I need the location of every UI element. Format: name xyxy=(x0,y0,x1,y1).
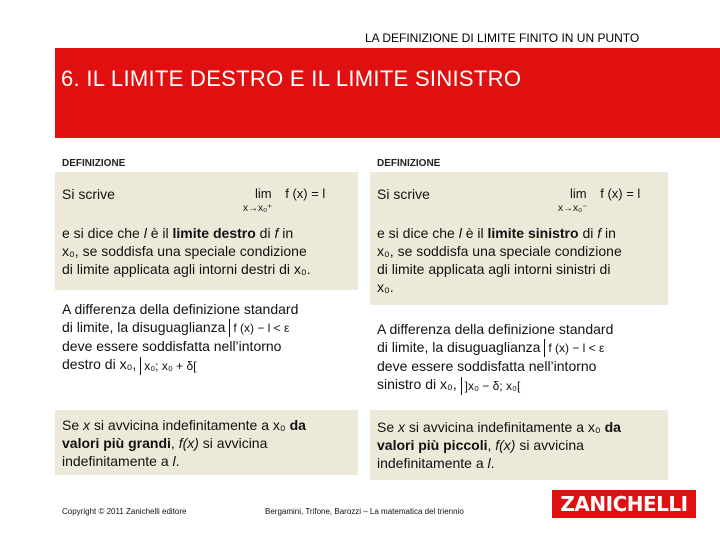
left-lim-expr: f (x) = l xyxy=(285,186,326,201)
right-limit-formula xyxy=(558,186,641,214)
right-write-text: Si scrive xyxy=(377,186,430,202)
right-interval: ]x₀ − δ; x₀[ xyxy=(461,377,524,395)
right-inequality: f (x) − l < ε xyxy=(544,339,607,357)
topic-bar xyxy=(55,28,720,48)
right-lim: lim xyxy=(570,186,587,201)
publisher-logo: ZANICHELLI xyxy=(552,490,696,518)
right-definition-label: DEFINIZIONE xyxy=(377,158,441,169)
right-lim-expr: f (x) = l xyxy=(600,186,641,201)
left-definition-label: DEFINIZIONE xyxy=(62,158,126,169)
left-interval: x₀; x₀ + δ[ xyxy=(140,357,199,375)
right-paragraph-1: e si dice che l è il limite sinistro di f in x₀, se soddisfa una speciale condizione di limite applicata agli intorni sinistri di x₀. xyxy=(377,225,622,295)
left-lim-under: x→x₀⁺ xyxy=(243,203,273,214)
right-lim-under: x→x₀⁻ xyxy=(558,203,588,214)
left-limit-formula xyxy=(243,186,326,214)
slide-title: 6. IL LIMITE DESTRO E IL LIMITE SINISTRO xyxy=(61,66,522,91)
left-paragraph-1: e si dice che l è il limite destro di f in x₀, se soddisfa una speciale condizione di limite applicata agli intorni destri di x₀. xyxy=(62,225,311,277)
right-paragraph-2: A differenza della definizione standard di limite, la disuguaglianza f (x) − l < ε deve essere soddisfatta nell’intorno sinistro di x₀, ]x₀ − δ; x₀[ xyxy=(377,321,614,393)
left-paragraph-2: A differenza della definizione standard di limite, la disuguaglianza f (x) − l < ε deve essere soddisfatta nell’intorno destro di x₀, x₀; x₀ + δ[ xyxy=(62,301,299,373)
title-banner xyxy=(55,48,720,138)
copyright-text: Copyright © 2011 Zanichelli editore xyxy=(62,507,187,516)
topic-title: LA DEFINIZIONE DI LIMITE FINITO IN UN PUNTO xyxy=(365,31,640,45)
authors-text: Bergamini, Trifone, Barozzi – La matematica del triennio xyxy=(265,507,464,516)
left-inequality: f (x) − l < ε xyxy=(229,319,292,337)
left-paragraph-3: Se x si avvicina indefinitamente a x₀ da valori più grandi, f(x) si avvicina indefinitamente a l. xyxy=(62,417,306,469)
left-write-text: Si scrive xyxy=(62,186,115,202)
left-lim: lim xyxy=(255,186,272,201)
right-paragraph-3: Se x si avvicina indefinitamente a x₀ da valori più piccoli, f(x) si avvicina indefinitamente a l. xyxy=(377,419,621,471)
